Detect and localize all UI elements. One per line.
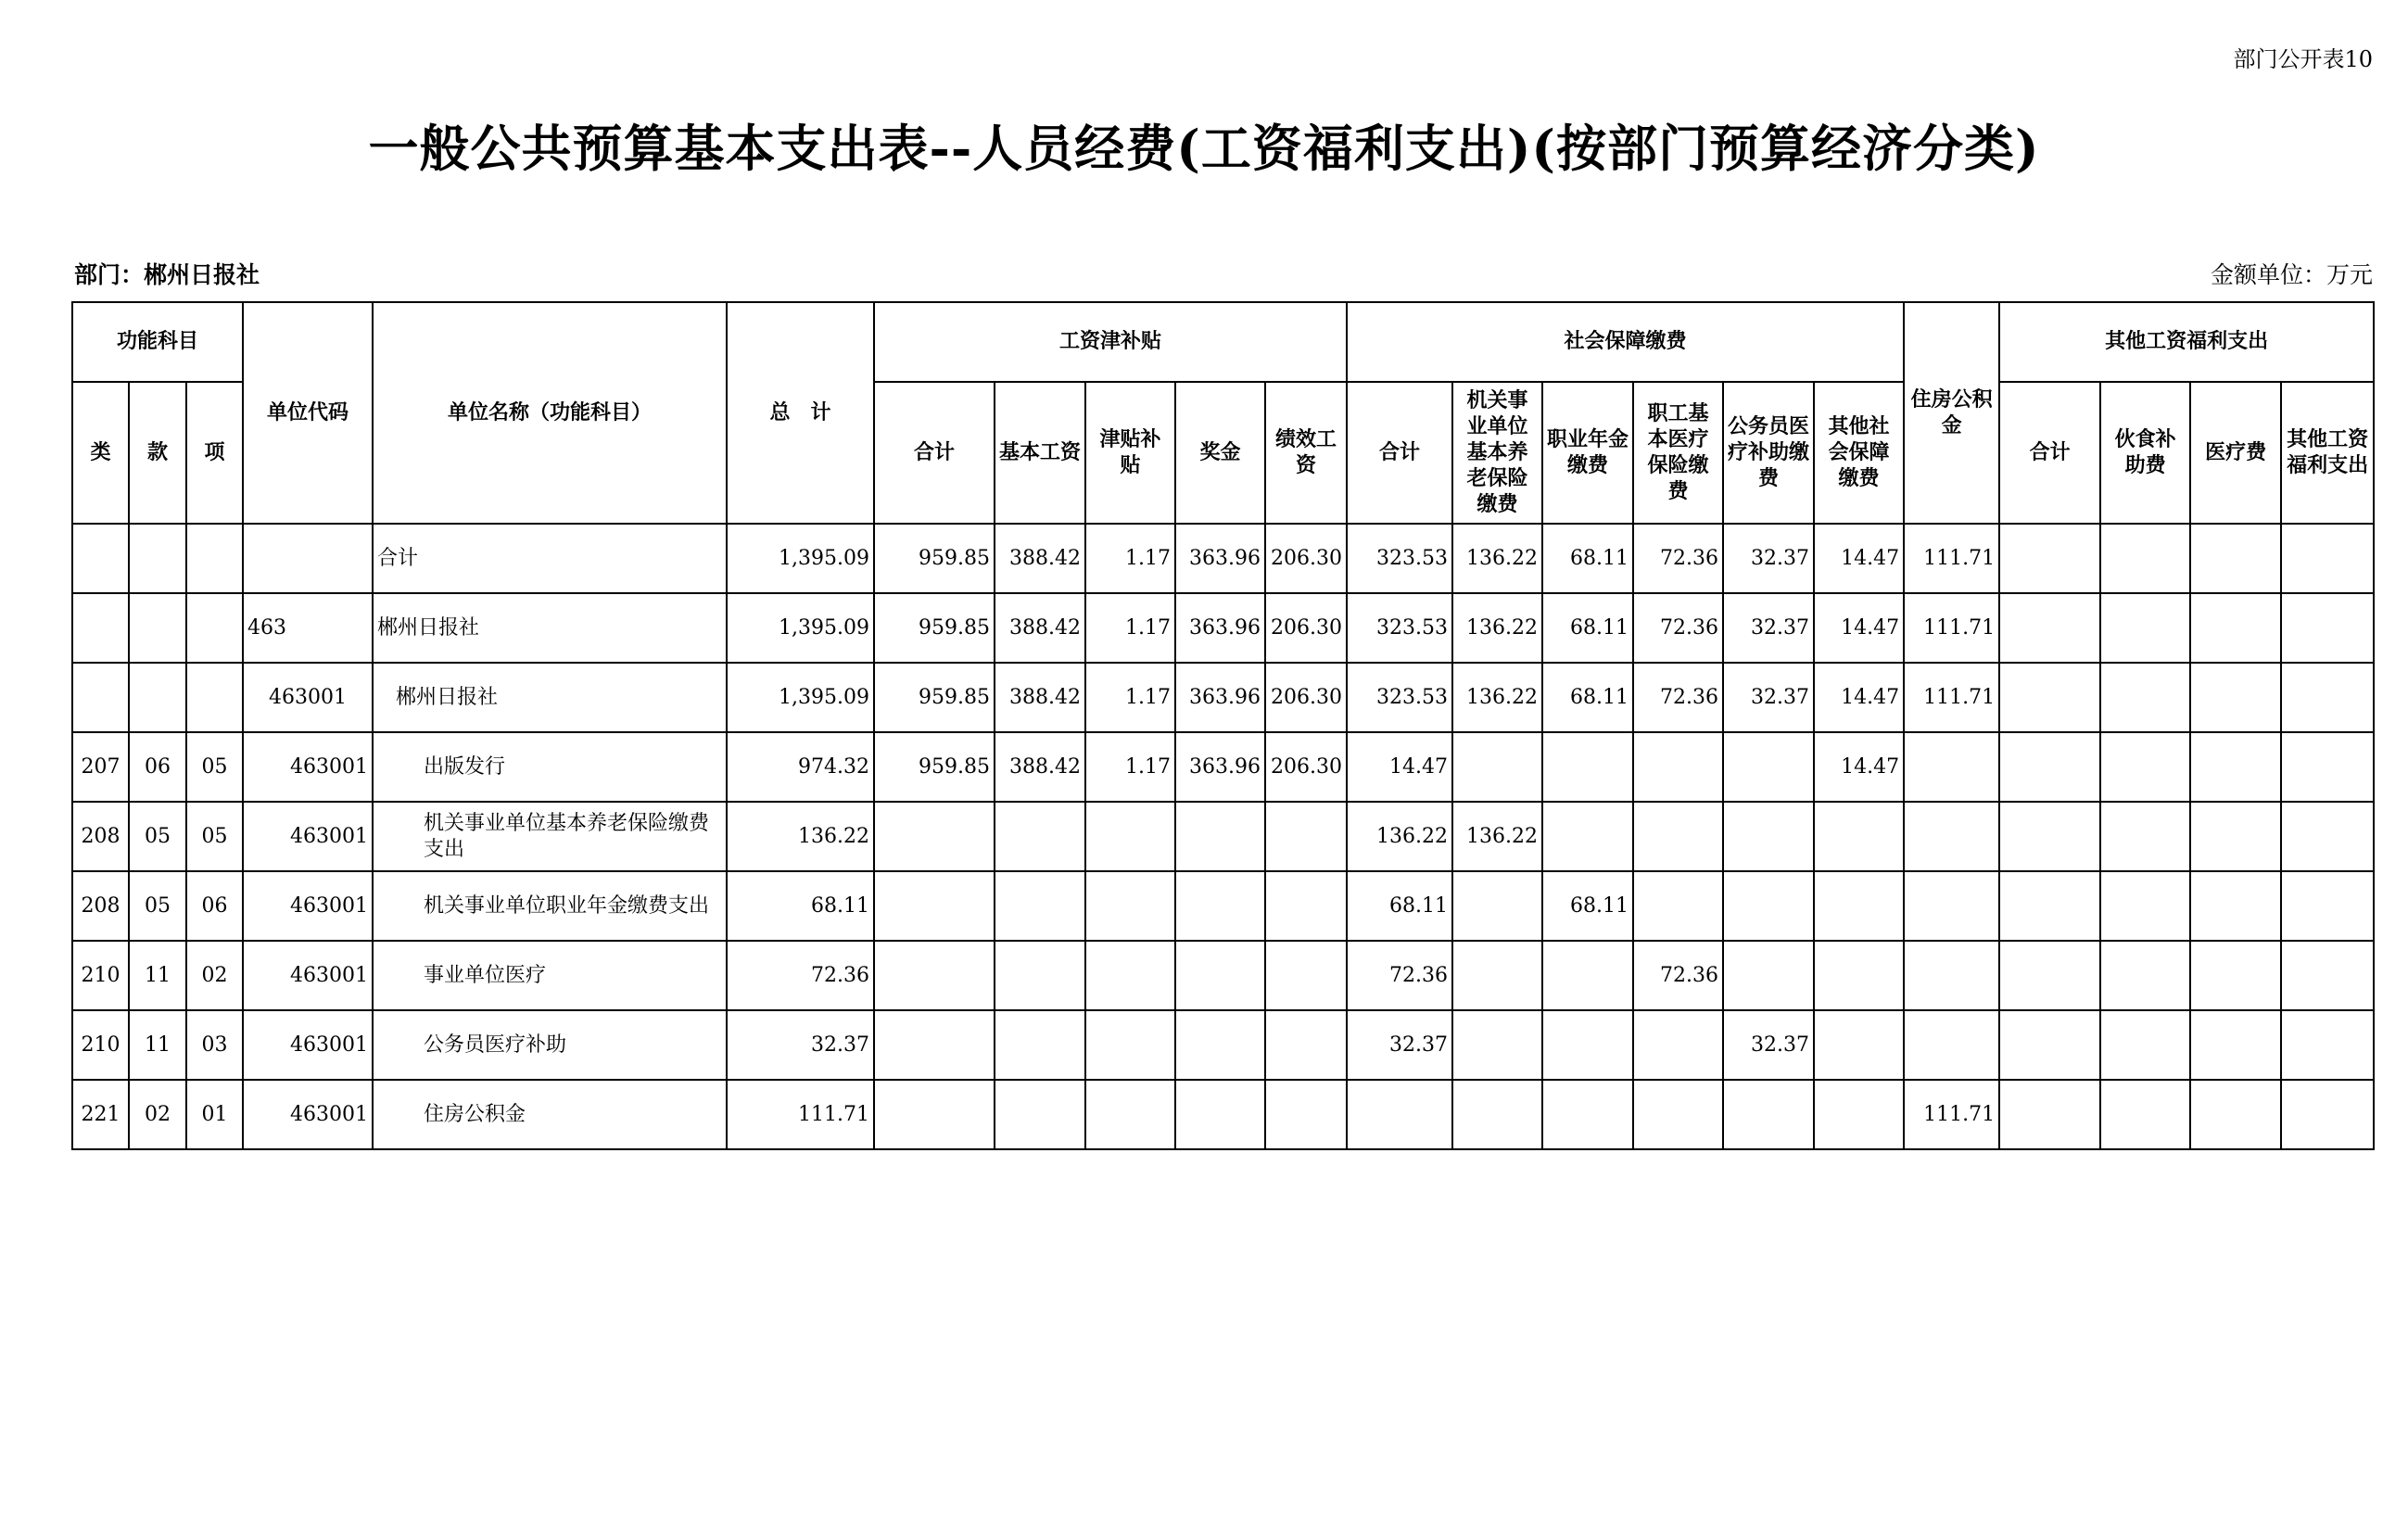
cell-lei [72, 524, 129, 593]
cell-social-total [1347, 1080, 1452, 1149]
cell-med-fee [2190, 802, 2281, 871]
cell-meal [2100, 802, 2190, 871]
cell-lei: 210 [72, 1010, 129, 1080]
cell-basic-wage [995, 941, 1085, 1010]
cell-lei [72, 593, 129, 663]
cell-med-fee [2190, 663, 2281, 732]
cell-xiang [186, 593, 243, 663]
cell-housing [1904, 1010, 1999, 1080]
cell-other-social [1814, 1080, 1904, 1149]
cell-lei: 208 [72, 802, 129, 871]
cell-housing [1904, 941, 1999, 1010]
cell-bonus [1175, 802, 1265, 871]
cell-meal [2100, 1080, 2190, 1149]
cell-social-total: 72.36 [1347, 941, 1452, 1010]
cell-total: 72.36 [727, 941, 874, 1010]
header-allowance: 津贴补贴 [1085, 382, 1175, 524]
cell-pension [1452, 871, 1542, 941]
cell-housing: 111.71 [1904, 1080, 1999, 1149]
cell-other-total [1999, 593, 2100, 663]
cell-other-wage [2281, 1080, 2374, 1149]
cell-bonus [1175, 1080, 1265, 1149]
cell-pension [1452, 732, 1542, 802]
cell-pension [1452, 1080, 1542, 1149]
cell-med-fee [2190, 941, 2281, 1010]
header-other-total: 合计 [1999, 382, 2100, 524]
cell-bonus [1175, 1010, 1265, 1080]
cell-med-fee [2190, 1010, 2281, 1080]
cell-xiang: 03 [186, 1010, 243, 1080]
cell-performance: 206.30 [1265, 663, 1347, 732]
table-row [72, 524, 2374, 593]
cell-social-total: 323.53 [1347, 593, 1452, 663]
header-bonus: 奖金 [1175, 382, 1265, 524]
cell-housing: 111.71 [1904, 524, 1999, 593]
cell-medical: 72.36 [1633, 524, 1723, 593]
cell-bonus: 363.96 [1175, 732, 1265, 802]
cell-lei: 210 [72, 941, 129, 1010]
header-unit-code: 单位代码 [243, 302, 373, 524]
cell-civil-medical [1723, 941, 1814, 1010]
cell-basic-wage [995, 802, 1085, 871]
cell-unit-code: 463001 [243, 1080, 373, 1149]
cell-kuan: 11 [129, 941, 186, 1010]
cell-med-fee [2190, 732, 2281, 802]
cell-performance: 206.30 [1265, 732, 1347, 802]
cell-wage-total [874, 1080, 995, 1149]
cell-wage-total: 959.85 [874, 593, 995, 663]
cell-other-total [1999, 663, 2100, 732]
cell-other-total [1999, 1080, 2100, 1149]
cell-performance [1265, 941, 1347, 1010]
header-social-group: 社会保障缴费 [1347, 302, 1904, 382]
cell-civil-medical [1723, 1080, 1814, 1149]
cell-unit-name: 公务员医疗补助 [373, 1010, 727, 1080]
cell-other-total [1999, 732, 2100, 802]
budget-table [71, 301, 2375, 1150]
cell-performance [1265, 802, 1347, 871]
table-row [72, 732, 2374, 802]
cell-basic-wage: 388.42 [995, 593, 1085, 663]
cell-xiang: 02 [186, 941, 243, 1010]
cell-other-social [1814, 802, 1904, 871]
cell-xiang [186, 524, 243, 593]
cell-social-total: 68.11 [1347, 871, 1452, 941]
cell-annuity: 68.11 [1542, 593, 1633, 663]
cell-wage-total: 959.85 [874, 663, 995, 732]
cell-basic-wage: 388.42 [995, 524, 1085, 593]
header-pension: 机关事业单位基本养老保险缴费 [1452, 382, 1542, 524]
header-total: 总 计 [727, 302, 874, 524]
cell-med-fee [2190, 524, 2281, 593]
cell-performance [1265, 1010, 1347, 1080]
cell-annuity [1542, 802, 1633, 871]
cell-meal [2100, 663, 2190, 732]
cell-lei: 221 [72, 1080, 129, 1149]
cell-performance: 206.30 [1265, 524, 1347, 593]
cell-social-total: 32.37 [1347, 1010, 1452, 1080]
cell-meal [2100, 593, 2190, 663]
cell-med-fee [2190, 1080, 2281, 1149]
cell-other-social: 14.47 [1814, 663, 1904, 732]
cell-civil-medical: 32.37 [1723, 593, 1814, 663]
cell-allowance: 1.17 [1085, 663, 1175, 732]
cell-med-fee [2190, 871, 2281, 941]
table-row [72, 802, 2374, 871]
cell-other-social [1814, 871, 1904, 941]
cell-other-total [1999, 524, 2100, 593]
cell-wage-total [874, 1010, 995, 1080]
header-civil-medical: 公务员医疗补助缴费 [1723, 382, 1814, 524]
cell-social-total: 323.53 [1347, 663, 1452, 732]
cell-other-social [1814, 1010, 1904, 1080]
table-row [72, 1080, 2374, 1149]
cell-other-wage [2281, 663, 2374, 732]
table-row [72, 663, 2374, 732]
cell-other-wage [2281, 1010, 2374, 1080]
cell-civil-medical [1723, 871, 1814, 941]
cell-annuity [1542, 941, 1633, 1010]
cell-social-total: 14.47 [1347, 732, 1452, 802]
cell-other-wage [2281, 871, 2374, 941]
cell-civil-medical [1723, 732, 1814, 802]
cell-unit-code: 463001 [243, 732, 373, 802]
cell-other-social [1814, 941, 1904, 1010]
cell-civil-medical: 32.37 [1723, 524, 1814, 593]
cell-kuan: 05 [129, 871, 186, 941]
cell-xiang: 05 [186, 732, 243, 802]
cell-annuity [1542, 1080, 1633, 1149]
cell-housing [1904, 871, 1999, 941]
cell-other-wage [2281, 802, 2374, 871]
cell-other-social: 14.47 [1814, 732, 1904, 802]
cell-other-wage [2281, 593, 2374, 663]
header-xiang: 项 [186, 382, 243, 524]
cell-kuan [129, 593, 186, 663]
table-row [72, 871, 2374, 941]
cell-bonus: 363.96 [1175, 663, 1265, 732]
cell-medical [1633, 871, 1723, 941]
cell-other-total [1999, 802, 2100, 871]
cell-allowance: 1.17 [1085, 593, 1175, 663]
cell-medical: 72.36 [1633, 941, 1723, 1010]
cell-bonus [1175, 871, 1265, 941]
cell-unit-code: 463 [243, 593, 373, 663]
cell-civil-medical: 32.37 [1723, 663, 1814, 732]
cell-kuan [129, 524, 186, 593]
header-wage-total: 合计 [874, 382, 995, 524]
cell-meal [2100, 732, 2190, 802]
cell-civil-medical: 32.37 [1723, 1010, 1814, 1080]
cell-housing [1904, 802, 1999, 871]
cell-housing: 111.71 [1904, 663, 1999, 732]
amount-unit-label: 金额单位：万元 [2210, 261, 2373, 288]
cell-total: 1,395.09 [727, 593, 874, 663]
cell-social-total: 323.53 [1347, 524, 1452, 593]
cell-kuan: 02 [129, 1080, 186, 1149]
cell-performance: 206.30 [1265, 593, 1347, 663]
cell-kuan: 05 [129, 802, 186, 871]
header-kuan: 款 [129, 382, 186, 524]
cell-pension: 136.22 [1452, 802, 1542, 871]
cell-kuan [129, 663, 186, 732]
cell-unit-code: 463001 [243, 663, 373, 732]
cell-annuity: 68.11 [1542, 871, 1633, 941]
cell-unit-name: 住房公积金 [373, 1080, 727, 1149]
cell-medical [1633, 802, 1723, 871]
cell-meal [2100, 871, 2190, 941]
cell-unit-code: 463001 [243, 941, 373, 1010]
cell-bonus [1175, 941, 1265, 1010]
cell-total: 974.32 [727, 732, 874, 802]
table-row [72, 941, 2374, 1010]
cell-wage-total: 959.85 [874, 524, 995, 593]
cell-allowance [1085, 1080, 1175, 1149]
cell-housing: 111.71 [1904, 593, 1999, 663]
cell-total: 32.37 [727, 1010, 874, 1080]
cell-unit-name: 郴州日报社 [373, 663, 727, 732]
department-label: 部门：郴州日报社 [74, 261, 260, 288]
cell-other-total [1999, 1010, 2100, 1080]
cell-kuan: 11 [129, 1010, 186, 1080]
cell-medical [1633, 732, 1723, 802]
cell-allowance [1085, 802, 1175, 871]
cell-wage-total: 959.85 [874, 732, 995, 802]
cell-xiang: 06 [186, 871, 243, 941]
cell-lei: 207 [72, 732, 129, 802]
cell-wage-total [874, 871, 995, 941]
cell-medical: 72.36 [1633, 663, 1723, 732]
header-housing: 住房公积金 [1904, 302, 1999, 524]
cell-wage-total [874, 802, 995, 871]
header-unit-name: 单位名称（功能科目） [373, 302, 727, 524]
page-title: 一般公共预算基本支出表--人员经费(工资福利支出)(按部门预算经济分类) [368, 119, 2040, 178]
cell-allowance [1085, 1010, 1175, 1080]
cell-unit-name: 合计 [373, 524, 727, 593]
cell-allowance [1085, 941, 1175, 1010]
cell-wage-total [874, 941, 995, 1010]
cell-pension: 136.22 [1452, 524, 1542, 593]
header-other-social: 其他社会保障缴费 [1814, 382, 1904, 524]
cell-medical [1633, 1080, 1723, 1149]
header-row-1 [72, 302, 2374, 382]
cell-allowance: 1.17 [1085, 524, 1175, 593]
cell-civil-medical [1723, 802, 1814, 871]
cell-unit-code: 463001 [243, 802, 373, 871]
cell-unit-code: 463001 [243, 1010, 373, 1080]
table-number: 部门公开表10 [2233, 46, 2373, 72]
cell-unit-name: 出版发行 [373, 732, 727, 802]
cell-kuan: 06 [129, 732, 186, 802]
cell-xiang: 01 [186, 1080, 243, 1149]
header-annuity: 职业年金缴费 [1542, 382, 1633, 524]
header-medical: 职工基本医疗保险缴费 [1633, 382, 1723, 524]
cell-annuity: 68.11 [1542, 663, 1633, 732]
cell-other-social: 14.47 [1814, 593, 1904, 663]
cell-total: 1,395.09 [727, 663, 874, 732]
cell-pension [1452, 1010, 1542, 1080]
cell-lei [72, 663, 129, 732]
cell-annuity [1542, 1010, 1633, 1080]
cell-meal [2100, 524, 2190, 593]
cell-med-fee [2190, 593, 2281, 663]
header-other-wage: 其他工资福利支出 [2281, 382, 2374, 524]
header-other-group: 其他工资福利支出 [1999, 302, 2374, 382]
cell-meal [2100, 1010, 2190, 1080]
cell-medical [1633, 1010, 1723, 1080]
cell-pension [1452, 941, 1542, 1010]
cell-unit-code: 463001 [243, 871, 373, 941]
cell-housing [1904, 732, 1999, 802]
header-basic-wage: 基本工资 [995, 382, 1085, 524]
cell-bonus: 363.96 [1175, 524, 1265, 593]
cell-annuity: 68.11 [1542, 524, 1633, 593]
header-meal: 伙食补助费 [2100, 382, 2190, 524]
cell-basic-wage [995, 1080, 1085, 1149]
cell-medical: 72.36 [1633, 593, 1723, 663]
cell-total: 1,395.09 [727, 524, 874, 593]
cell-basic-wage [995, 1010, 1085, 1080]
cell-other-wage [2281, 524, 2374, 593]
cell-other-social: 14.47 [1814, 524, 1904, 593]
cell-other-wage [2281, 732, 2374, 802]
cell-allowance: 1.17 [1085, 732, 1175, 802]
cell-total: 136.22 [727, 802, 874, 871]
cell-unit-name: 郴州日报社 [373, 593, 727, 663]
cell-basic-wage: 388.42 [995, 663, 1085, 732]
cell-unit-name: 事业单位医疗 [373, 941, 727, 1010]
cell-meal [2100, 941, 2190, 1010]
cell-allowance [1085, 871, 1175, 941]
cell-unit-name: 机关事业单位基本养老保险缴费支出 [373, 802, 727, 871]
header-lei: 类 [72, 382, 129, 524]
header-med-fee: 医疗费 [2190, 382, 2281, 524]
cell-other-total [1999, 871, 2100, 941]
cell-xiang [186, 663, 243, 732]
cell-other-wage [2281, 941, 2374, 1010]
cell-basic-wage [995, 871, 1085, 941]
cell-bonus: 363.96 [1175, 593, 1265, 663]
table-row [72, 1010, 2374, 1080]
header-func-subject: 功能科目 [72, 302, 243, 382]
cell-lei: 208 [72, 871, 129, 941]
header-wage-group: 工资津补贴 [874, 302, 1347, 382]
cell-basic-wage: 388.42 [995, 732, 1085, 802]
header-social-total: 合计 [1347, 382, 1452, 524]
cell-xiang: 05 [186, 802, 243, 871]
header-performance: 绩效工资 [1265, 382, 1347, 524]
cell-other-total [1999, 941, 2100, 1010]
cell-pension: 136.22 [1452, 593, 1542, 663]
cell-total: 111.71 [727, 1080, 874, 1149]
cell-unit-code [243, 524, 373, 593]
cell-social-total: 136.22 [1347, 802, 1452, 871]
cell-performance [1265, 871, 1347, 941]
cell-unit-name: 机关事业单位职业年金缴费支出 [373, 871, 727, 941]
cell-pension: 136.22 [1452, 663, 1542, 732]
table-row [72, 593, 2374, 663]
cell-performance [1265, 1080, 1347, 1149]
cell-total: 68.11 [727, 871, 874, 941]
cell-annuity [1542, 732, 1633, 802]
